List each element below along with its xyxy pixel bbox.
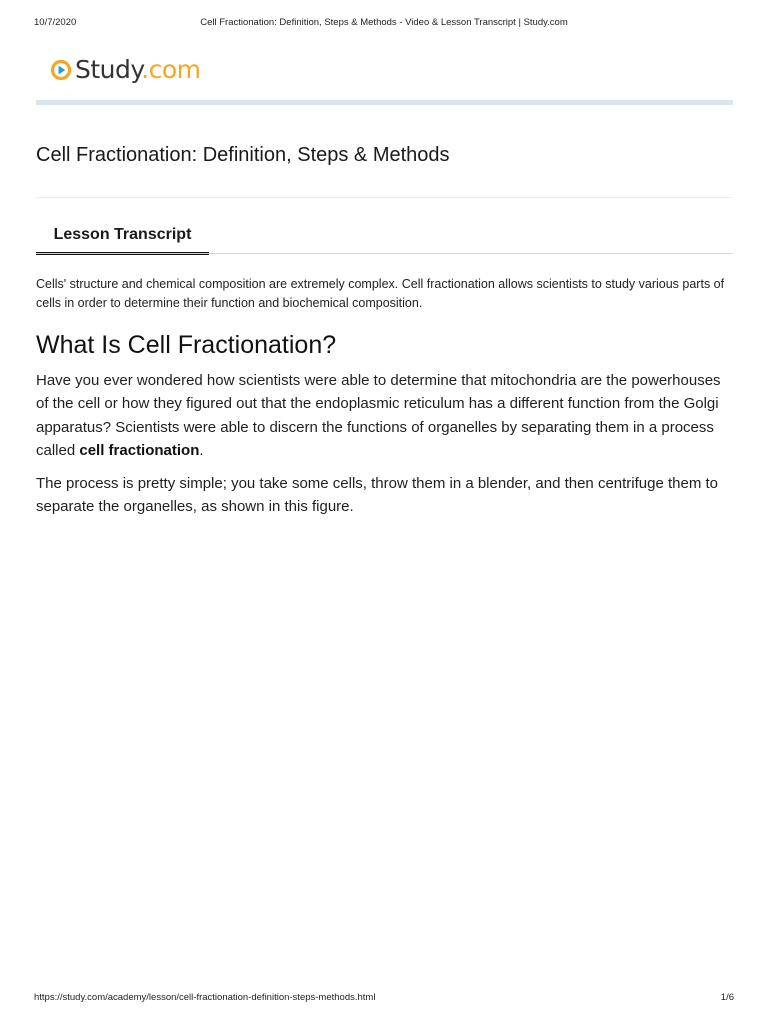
tab-bar-rule: [36, 253, 733, 254]
logo-name: Study: [75, 55, 142, 84]
play-circle-icon: [50, 59, 72, 81]
intro-summary: Cells' structure and chemical composition are extremely complex. Cell fractionation allows scientists to study various parts of cells in order to determine their function and biochemical composition.: [36, 277, 725, 310]
header-divider-bar: [36, 100, 733, 105]
paragraph1-text: Have you ever wondered how scientists were able to determine that mitochondria are the powerhouses of the cell or how they figured out that the endoplasmic reticulum has a different function from the Golgi apparatus? Scientists were able to discern the functions of organelles by separating them in a process called: [36, 372, 721, 459]
body-paragraph-1: [36, 369, 733, 462]
tab-bar: [36, 222, 733, 255]
title-divider: [36, 197, 733, 198]
logo-dot-com: .com: [141, 55, 201, 84]
tab-lesson-transcript[interactable]: Lesson Transcript: [36, 222, 209, 255]
section-heading: What Is Cell Fractionation?: [36, 331, 337, 359]
paragraph1-end: .: [199, 441, 204, 459]
page-title: Cell Fractionation: Definition, Steps & Methods: [36, 144, 450, 166]
print-url: https://study.com/academy/lesson/cell-fractionation-definition-steps-methods.html: [34, 992, 376, 1003]
study-logo[interactable]: [50, 56, 200, 84]
print-date: 10/7/2020: [34, 17, 77, 28]
print-document-title: Cell Fractionation: Definition, Steps & Methods - Video & Lesson Transcript | Study.com: [200, 17, 568, 28]
print-footer: [34, 992, 734, 1006]
page-number: 1/6: [720, 992, 734, 1003]
body-paragraph-2: The process is pretty simple; you take some cells, throw them in a blender, and then centrifuge them to separate the organelles, as shown in this figure.: [36, 475, 719, 516]
bold-term: cell fractionation: [79, 441, 200, 459]
print-header: [34, 17, 734, 31]
logo-wordmark: [75, 56, 200, 84]
